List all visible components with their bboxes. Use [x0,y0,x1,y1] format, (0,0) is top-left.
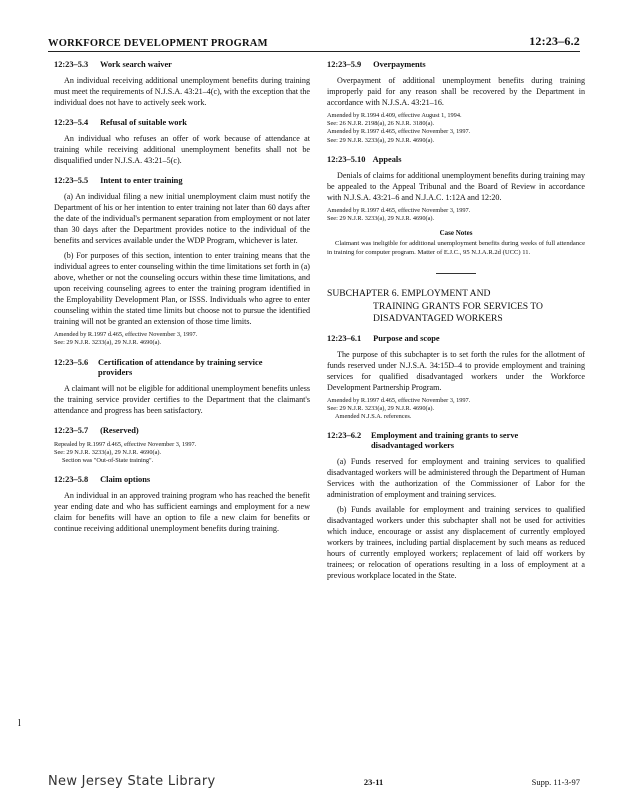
running-title: WORKFORCE DEVELOPMENT PROGRAM [48,38,268,49]
section-6-1 [327,334,585,422]
section-number: 12:23–5.8 [54,475,89,485]
section-title: Claim options [100,475,151,485]
left-column [54,60,310,544]
section-title: Employment and training grants to serve disadvantaged workers [371,431,519,451]
margin-mark: l [18,718,21,729]
section-5-4 [54,118,310,166]
case-notes-heading: Case Notes [439,229,473,238]
section-5-7 [54,426,310,466]
section-number: 12:23–5.6 [54,357,89,367]
paragraph: An individual receiving additional unemployment benefits during training must meet the requirements of N.J.S.A. 43:21–4(c), with the exception that the individual does not have to actively seek work. [54,76,310,108]
amendment-note: Amended by R.1994 d.409, effective August 1, 1994. See: 26 N.J.R. 2198(a), 26 N.J.R. 3180(a). Amended by R.1997 d.465, effective November 3, 1997. See: 29 N.J.R. 3233(a), 29 N.J.R. 4690(a). [327,112,471,144]
paragraph: The purpose of this subchapter is to set forth the rules for the allotment of funds reserved under N.J.S.A. 34:15D–4 to provide employment and training services for qualified disadvantaged workers under the Workforce Development Partnership Program. [327,349,585,392]
section-title: (Reserved) [100,425,139,435]
section-6-2 [327,431,585,581]
paragraph-b: (b) Funds available for employment and training services to qualified disadvantaged workers under this subchapter shall not be used for activities which induce, encourage or assist any displacement of currently employed workers by trainees, including partial displacement by such means as reduced hours of currently employed workers; replacement of laid off workers by trainees; or relocation of operations resulting in a loss of employment at a previous workplace located in the State. [327,505,585,581]
paragraph: Denials of claims for additional unemployment benefits during training may be appealed to the Appeal Tribunal and the Board of Review in accordance with N.J.S.A. 43:21–6 and N.J.A.C. 1:12A and 12:20. [327,170,585,202]
section-title: Certification of attendance by training service providers [98,357,263,377]
section-title: Work search waiver [99,60,172,69]
amendment-note: Amended by R.1997 d.465, effective November 3, 1997. See: 29 N.J.R. 3233(a), 29 N.J.R. 4690(a). [54,331,198,347]
section-number: 12:23–5.9 [327,60,362,69]
section-heading [54,176,310,186]
page-footer [48,774,580,789]
section-5-10 [327,155,585,258]
section-heading [54,358,310,378]
section-title: Refusal of suitable work [100,118,187,128]
section-heading [54,60,310,70]
amendment-note: Amended by R.1997 d.465, effective November 3, 1997. See: 29 N.J.R. 3233(a), 29 N.J.R. 4690(a). Amended N.J.S.A. references. [327,396,471,421]
section-number: 12:23–5.5 [54,176,89,186]
amendment-note: Amended by R.1997 d.465, effective November 3, 1997. See: 29 N.J.R. 3233(a), 29 N.J.R. 4690(a). [327,206,471,223]
paragraph: An individual in an approved training program who has reached the benefit year ending date and who has sufficient earnings and employment for a new claim for benefits will have an option to file a new claim for benefits or continue receiving additional unemployment benefits during training. [54,491,310,534]
section-5-5 [54,176,310,347]
paragraph-a: (a) An individual filing a new initial unemployment claim must notify the Department of his or her intention to enter training not later than 60 days after the date of the individual's permanent separation from employment or not later than 30 days after the Department provides notice to the individual of the benefits and services available under the WDP Program, whichever is later. [54,192,310,246]
repeal-note: Repealed by R.1997 d.465, effective November 3, 1997. See: 29 N.J.R. 3233(a), 29 N.J.R. 4690(a). Section was "Out-of-State training". [54,440,197,465]
section-number: 12:23–5.7 [54,425,89,435]
right-column [327,60,585,591]
section-5-8 [54,475,310,534]
subchapter-heading: SUBCHAPTER 6. EMPLOYMENT AND TRAINING GRANTS FOR SERVICES TO DISADVANTAGED WORKERS [327,288,543,325]
divider [436,273,476,274]
section-5-9 [327,60,585,145]
section-heading [327,155,585,165]
page-number: 23-11 [363,776,384,787]
section-5-3 [54,60,310,108]
supplement-date: Supp. 11-3-97 [531,776,580,787]
paragraph: An individual who refuses an offer of work because of attendance at training while receiving additional unemployment benefits shall not be disqualified under N.J.S.A. 43:21–5(c). [54,134,310,166]
section-range: 12:23–6.2 [529,34,580,48]
paragraph: A claimant will not be eligible for additional unemployment benefits unless the training service provider certifies to the Department that the claimant's attendance and progress has been satisfactory. [54,383,310,415]
section-heading [54,118,310,128]
page-header [48,34,580,52]
section-5-6 [54,358,310,416]
paragraph: Overpayment of additional unemployment benefits during training improperly paid for any reason shall be recovered by the Department in accordance with N.J.S.A. 43:21–16. [327,76,585,108]
section-heading [327,431,585,451]
section-number: 12:23–5.10 [327,154,366,164]
section-title: Appeals [372,154,402,164]
case-note: Claimant was ineligible for additional unemployment benefits during weeks of full attendance in training for computer program. Matter of E.J.C., 95 N.J.A.R.2d (UCC) 11. [327,240,585,256]
section-heading [327,334,585,344]
paragraph-b: (b) For purposes of this section, intention to enter training means that the individual agrees to enter counseling within the time limitations set forth in (a) above, whether or not the counseling occurs within these time limitations, and upon receiving counseling agrees to enter the training program identified in the Employability Development Plan, or ISSS. Individuals who agree to enter counseling within the stated time limits but choose not to pursue the identified training will not be granted an extension of those time limits. [54,251,310,327]
section-number: 12:23–6.1 [327,333,362,343]
paragraph-a: (a) Funds reserved for employment and training services to qualified disadvantaged workers will be administered through the Department of Human Services with the authorization of the Commissioner of Labor for the administration of employment and training services. [327,457,585,500]
section-title: Intent to enter training [100,176,183,186]
section-number: 12:23–5.3 [54,60,89,69]
section-title: Overpayments [373,60,426,69]
section-heading [327,60,585,70]
section-title: Purpose and scope [373,333,440,343]
library-watermark: New Jersey State Library [48,774,216,789]
section-number: 12:23–5.4 [54,118,89,128]
section-heading [54,426,310,436]
section-number: 12:23–6.2 [327,431,362,441]
section-heading [54,475,310,485]
